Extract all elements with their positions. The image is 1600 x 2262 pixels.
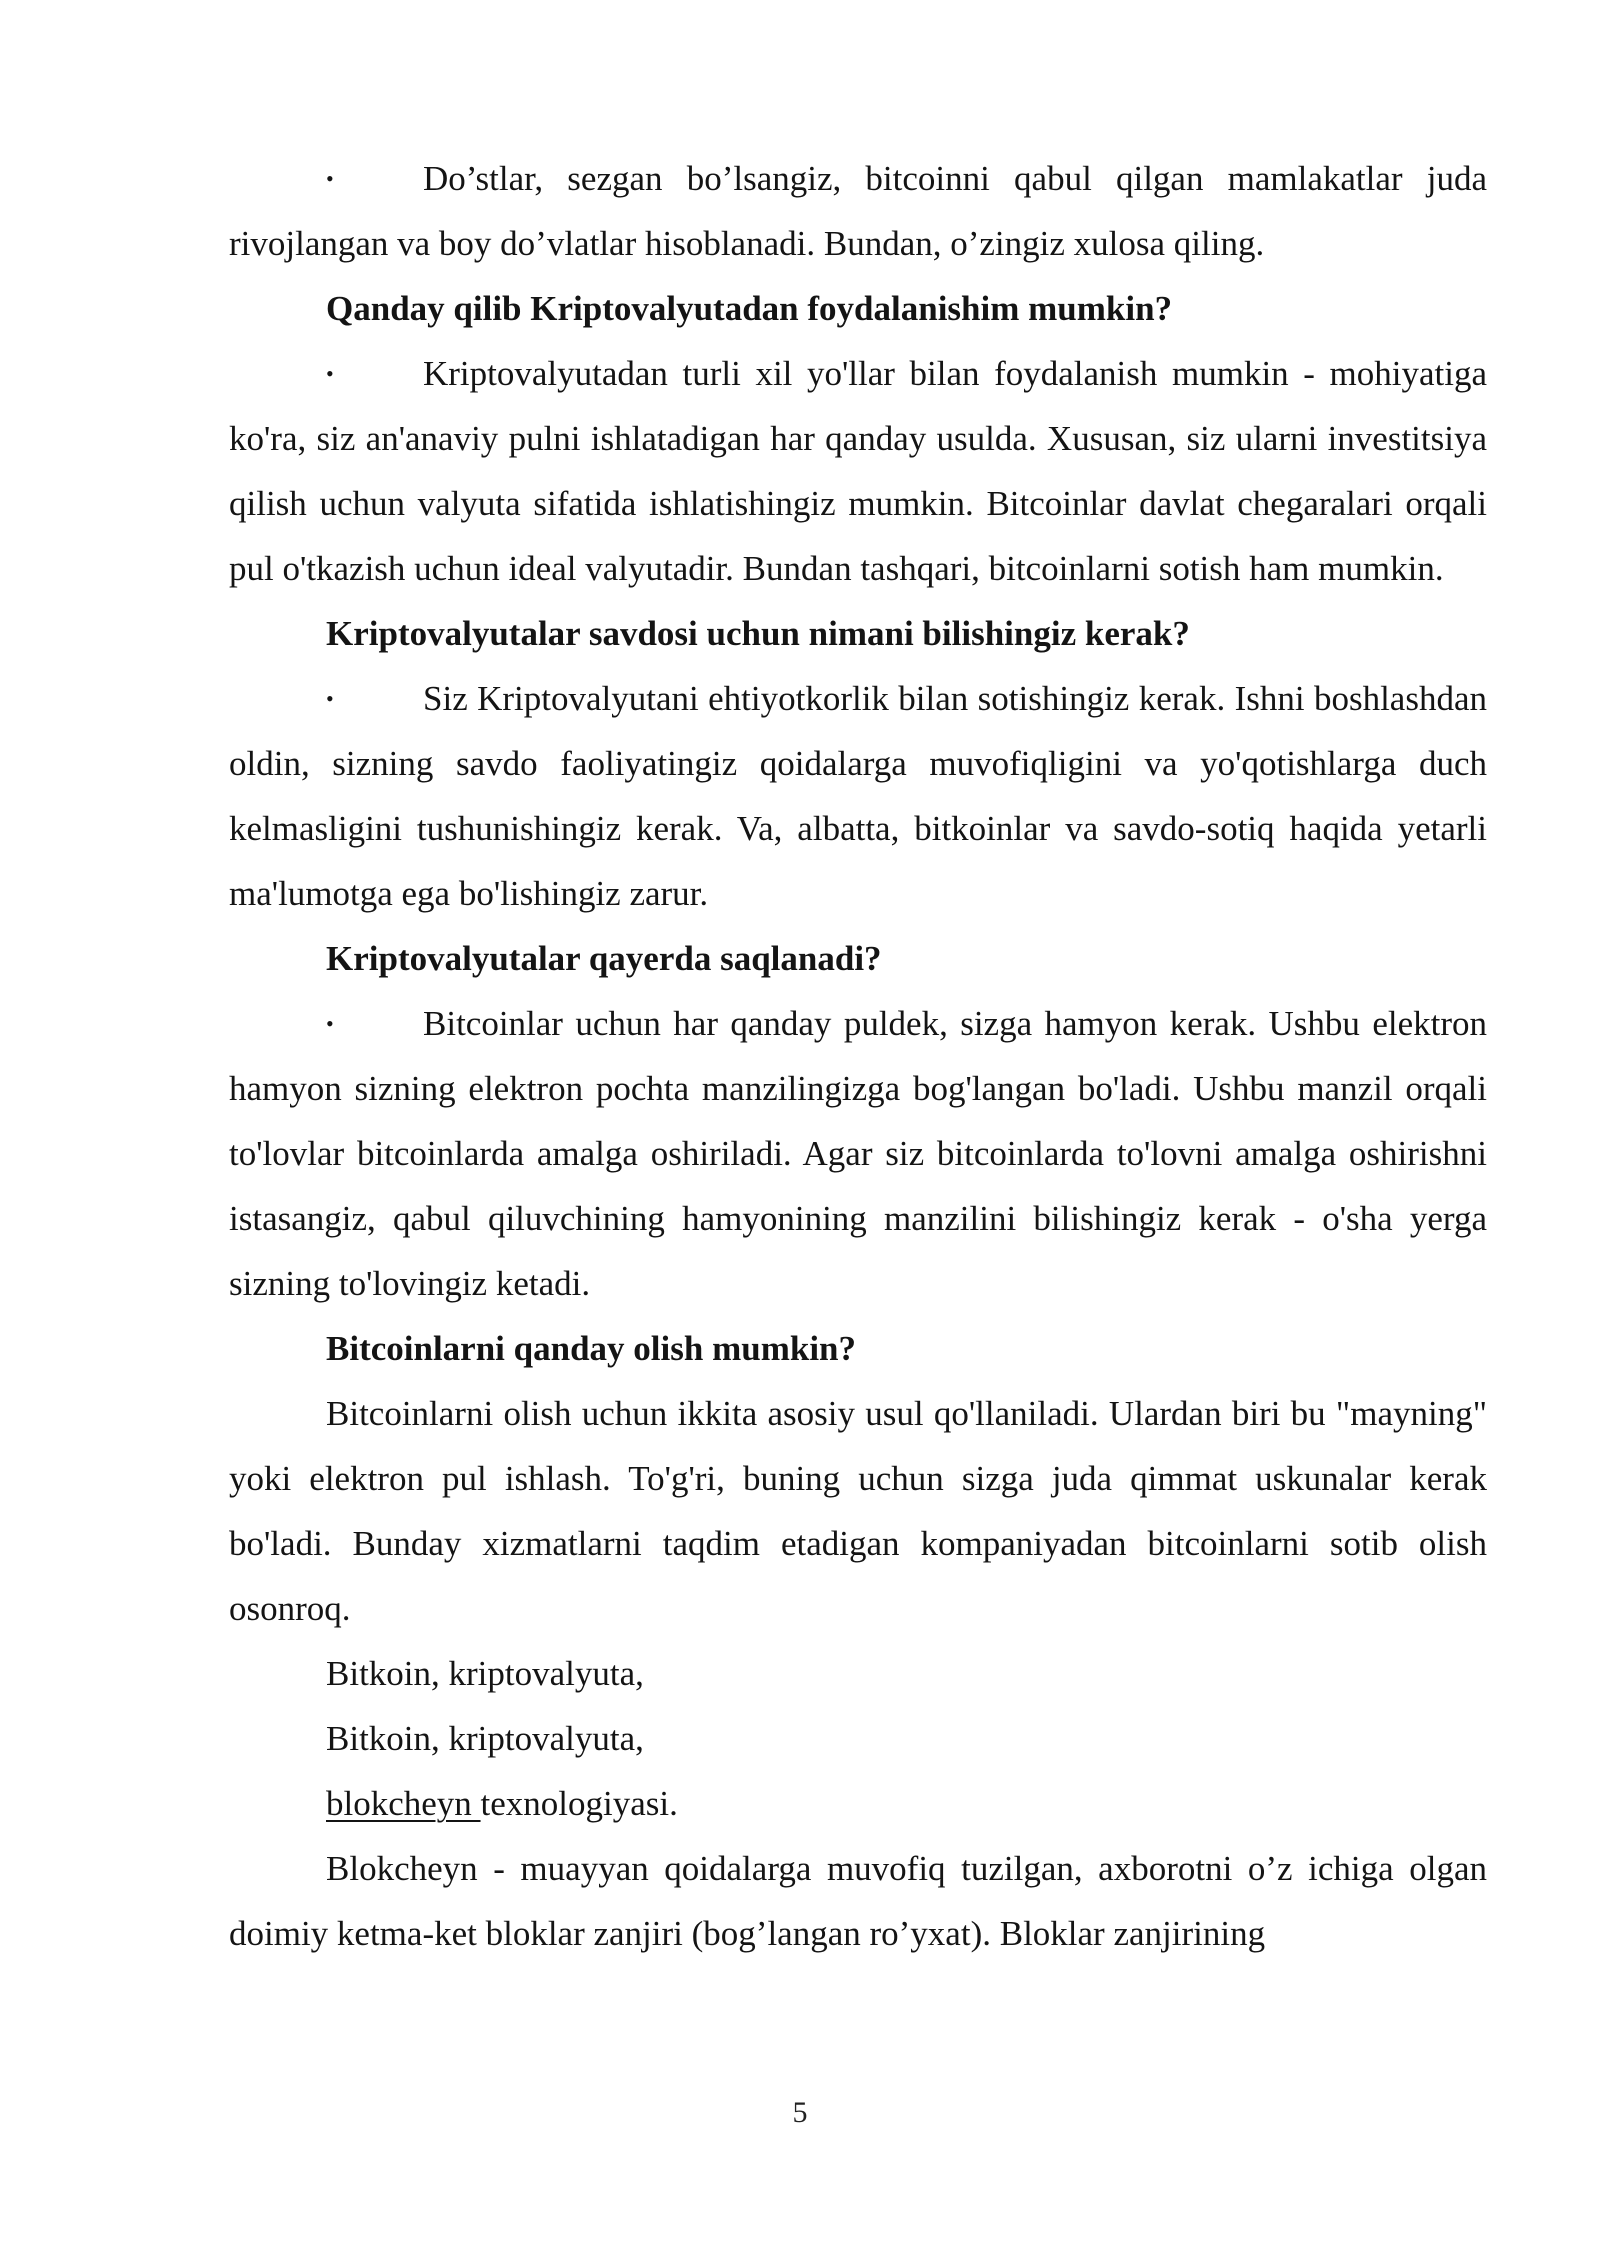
bullet-paragraph <box>229 991 1487 1316</box>
document-page <box>229 146 1487 1966</box>
paragraph-text: Bitcoinlar uchun har qanday puldek, sizga hamyon kerak. Ushbu elektron hamyon sizning elektron pochta manzilingizga bog'langan bo'ladi. Ushbu manzil orqali to'lovlar bitcoinlarda amalga oshiriladi. Agar siz bitcoinlarda to'lovni amalga oshirishni istasangiz, qabul qiluvchining hamyonining manzilini bilishingiz kerak - o'sha yerga sizning to'lovingiz ketadi. <box>229 1004 1487 1303</box>
bullet-icon: • <box>326 1011 334 1036</box>
page-number: 5 <box>792 2096 808 2129</box>
paragraph-text: Kriptovalyutadan turli xil yo'llar bilan foydalanish mumkin - mohiyatiga ko'ra, siz an'anaviy pulni ishlatadigan har qanday usulda. Xususan, siz ularni investitsiya qilish uchun valyuta sifatida ishlatishingiz mumkin. Bitcoinlar davlat chegaralari orqali pul o'tkazish uchun ideal valyutadir. Bundan tashqari, bitcoinlarni sotish ham mumkin. <box>229 354 1487 588</box>
section-heading: Bitcoinlarni qanday olish mumkin? <box>326 1329 857 1368</box>
section-heading: Kriptovalyutalar savdosi uchun nimani bilishingiz kerak? <box>326 614 1190 653</box>
bullet-paragraph <box>229 341 1487 601</box>
link-line-text: texnologiyasi. <box>480 1784 678 1823</box>
bullet-icon: • <box>326 686 334 711</box>
bullet-paragraph <box>229 666 1487 926</box>
bullet-icon: • <box>326 361 334 386</box>
text-line: Bitkoin, kriptovalyuta, <box>326 1719 644 1758</box>
body-paragraph: Bitcoinlarni olish uchun ikkita asosiy usul qo'llaniladi. Ulardan biri bu "mayning" yoki elektron pul ishlash. To'g'ri, buning uchun sizga juda qimmat uskunalar kerak bo'ladi. Bunday xizmatlarni taqdim etadigan kompaniyadan bitcoinlarni sotib olish osonroq. <box>229 1394 1487 1628</box>
section-heading: Qanday qilib Kriptovalyutadan foydalanishim mumkin? <box>326 289 1173 328</box>
blokcheyn-link[interactable]: blokcheyn <box>326 1784 481 1823</box>
paragraph-text: Do’stlar, sezgan bo’lsangiz, bitcoinni qabul qilgan mamlakatlar juda rivojlangan va boy do’vlatlar hisoblanadi. Bundan, o’zingiz xulosa qiling. <box>229 159 1487 263</box>
body-paragraph: Blokcheyn - muayyan qoidalarga muvofiq tuzilgan, axborotni o’z ichiga olgan doimiy ketma-ket bloklar zanjiri (bog’langan ro’yxat). Bloklar zanjirining <box>229 1849 1487 1953</box>
text-line-with-link <box>229 1771 1487 1836</box>
bullet-paragraph <box>229 146 1487 276</box>
bullet-icon: • <box>326 166 334 191</box>
paragraph-text: Siz Kriptovalyutani ehtiyotkorlik bilan sotishingiz kerak. Ishni boshlashdan oldin, sizning savdo faoliyatingiz qoidalarga muvofiqligini va yo'qotishlarga duch kelmasligini tushunishingiz kerak. Va, albatta, bitkoinlar va savdo-sotiq haqida yetarli ma'lumotga ega bo'lishingiz zarur. <box>229 679 1487 913</box>
text-line: Bitkoin, kriptovalyuta, <box>326 1654 644 1693</box>
section-heading: Kriptovalyutalar qayerda saqlanadi? <box>326 939 882 978</box>
